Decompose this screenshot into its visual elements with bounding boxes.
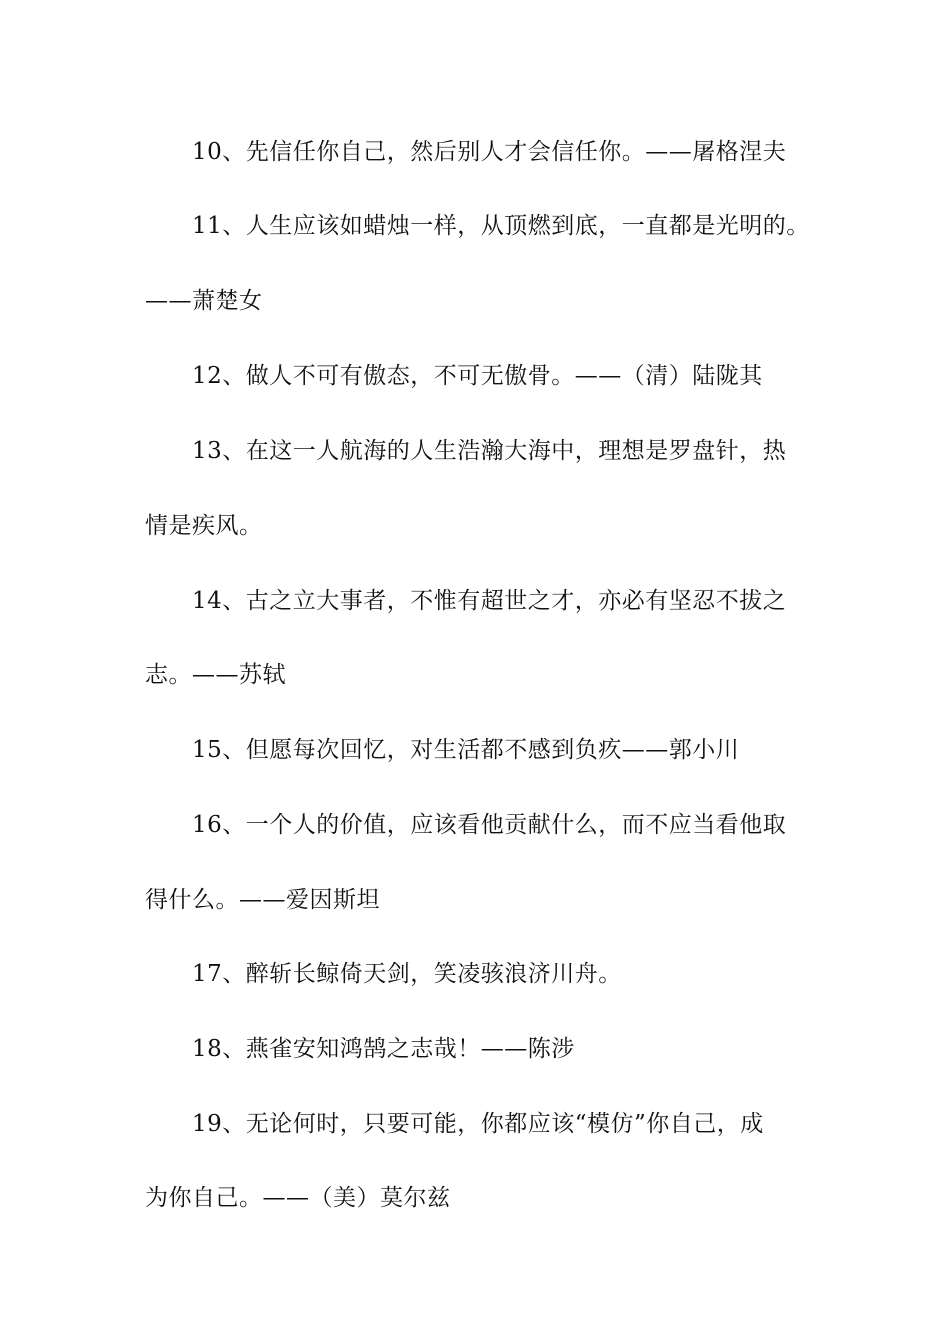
quote-11-line-1: 11、人生应该如蜡烛一样，从顶燃到底，一直都是光明的。: [192, 213, 810, 239]
quote-19-line-2: 为你自己。——（美）莫尔兹: [145, 1185, 451, 1211]
quote-17-line-1: 17、醉斩长鲸倚天剑，笑凌骇浪济川舟。: [192, 961, 622, 987]
quote-13-line-1: 13、在这一人航海的人生浩瀚大海中，理想是罗盘针，热: [192, 438, 787, 464]
quote-16-line-2: 得什么。——爱因斯坦: [145, 887, 380, 913]
quote-12-line-1: 12、做人不可有傲态，不可无傲骨。——（清）陆陇其: [192, 363, 763, 389]
quote-18-line-1: 18、燕雀安知鸿鹄之志哉！——陈涉: [192, 1036, 575, 1062]
quote-13-line-2: 情是疾风。: [145, 513, 263, 539]
quote-15-line-1: 15、但愿每次回忆，对生活都不感到负疚——郭小川: [192, 737, 740, 763]
quote-14-line-2: 志。——苏轼: [145, 662, 286, 688]
quote-11-line-2: ——萧楚女: [145, 288, 263, 314]
quote-16-line-1: 16、一个人的价值，应该看他贡献什么，而不应当看他取: [192, 812, 787, 838]
quote-14-line-1: 14、古之立大事者，不惟有超世之才，亦必有坚忍不拔之: [192, 588, 787, 614]
quote-19-line-1: 19、无论何时，只要可能，你都应该“模仿”你自己，成: [192, 1111, 764, 1137]
quote-10-line-1: 10、先信任你自己，然后别人才会信任你。——屠格涅夫: [192, 139, 787, 165]
